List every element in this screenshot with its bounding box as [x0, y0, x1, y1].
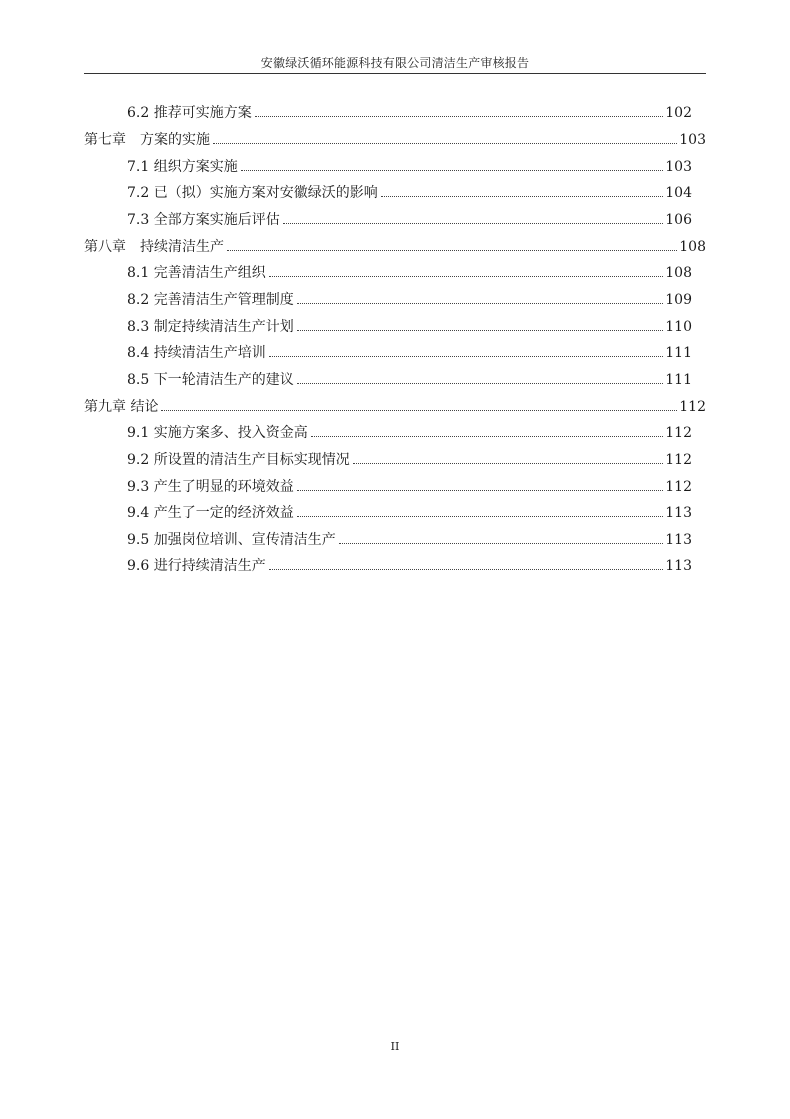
toc-entry-page: 112	[665, 452, 692, 468]
toc-entry-page: 112	[665, 479, 692, 495]
toc-entry[interactable]	[127, 504, 692, 522]
toc-entry-label: 8.3 制定持续清洁生产计划	[127, 319, 294, 335]
toc-entry[interactable]	[127, 211, 692, 229]
toc-dot-leader	[297, 303, 664, 304]
toc-entry[interactable]	[127, 344, 692, 362]
toc-entry-label: 8.2 完善清洁生产管理制度	[127, 292, 294, 308]
toc-entry-page: 111	[665, 372, 692, 388]
toc-entry-page: 106	[665, 212, 692, 228]
toc-chapter-entry[interactable]	[84, 238, 706, 256]
page-number: II	[390, 1040, 400, 1053]
toc-dot-leader	[227, 250, 677, 251]
toc-entry-label: 9.1 实施方案多、投入资金高	[127, 425, 308, 441]
toc-entry[interactable]	[127, 424, 692, 442]
toc-entry-label: 9.3 产生了明显的环境效益	[127, 479, 294, 495]
toc-entry-label: 7.1 组织方案实施	[127, 159, 238, 175]
toc-dot-leader	[283, 223, 664, 224]
toc-entry-label: 9.4 产生了一定的经济效益	[127, 505, 294, 521]
toc-entry-page: 113	[665, 532, 692, 548]
toc-dot-leader	[241, 170, 664, 171]
toc-entry-label: 9.5 加强岗位培训、宣传清洁生产	[127, 532, 336, 548]
toc-entry[interactable]	[127, 371, 692, 389]
toc-entry-page: 113	[665, 558, 692, 574]
toc-chapter-entry[interactable]	[84, 131, 706, 149]
header-rule	[84, 73, 706, 74]
toc-dot-leader	[213, 143, 677, 144]
toc-entry-label: 第九章 结论	[84, 399, 159, 415]
toc-dot-leader	[297, 490, 664, 491]
toc-chapter-entry[interactable]	[84, 398, 706, 416]
toc-entry[interactable]	[127, 451, 692, 469]
toc-entry[interactable]	[127, 531, 692, 549]
toc-entry[interactable]	[127, 478, 692, 496]
toc-dot-leader	[161, 410, 677, 411]
toc-entry-page: 112	[679, 399, 706, 415]
toc-dot-leader	[297, 383, 664, 384]
toc-entry-label: 9.2 所设置的清洁生产目标实现情况	[127, 452, 350, 468]
toc-dot-leader	[269, 356, 664, 357]
toc-entry-page: 108	[679, 239, 706, 255]
toc-dot-leader	[297, 330, 664, 331]
toc-entry[interactable]	[127, 104, 692, 122]
page-header-title: 安徽绿沃循环能源科技有限公司清洁生产审核报告	[260, 56, 530, 70]
toc-dot-leader	[269, 569, 664, 570]
toc-dot-leader	[339, 543, 664, 544]
toc-dot-leader	[297, 516, 664, 517]
toc-dot-leader	[311, 436, 664, 437]
toc-dot-leader	[353, 463, 664, 464]
toc-dot-leader	[255, 116, 664, 117]
toc-entry-page: 103	[665, 159, 692, 175]
toc-entry-label: 9.6 进行持续清洁生产	[127, 558, 266, 574]
toc-entry-page: 108	[665, 265, 692, 281]
toc-entry-page: 103	[679, 132, 706, 148]
toc-entry[interactable]	[127, 264, 692, 282]
toc-entry[interactable]	[127, 184, 692, 202]
toc-entry-label: 7.2 已（拟）实施方案对安徽绿沃的影响	[127, 185, 378, 201]
toc-entry-label: 第八章 持续清洁生产	[84, 239, 224, 255]
toc-entry[interactable]	[127, 318, 692, 336]
toc-entry-page: 111	[665, 345, 692, 361]
toc-entry-page: 110	[665, 319, 692, 335]
toc-entry[interactable]	[127, 291, 692, 309]
toc-dot-leader	[269, 276, 664, 277]
toc-entry-label: 6.2 推荐可实施方案	[127, 105, 252, 121]
toc-entry[interactable]	[127, 158, 692, 176]
toc-entry-page: 113	[665, 505, 692, 521]
toc-entry-page: 112	[665, 425, 692, 441]
toc-entry-label: 第七章 方案的实施	[84, 132, 210, 148]
toc-entry-page: 109	[665, 292, 692, 308]
toc-entry-label: 8.1 完善清洁生产组织	[127, 265, 266, 281]
toc-entry-page: 104	[665, 185, 692, 201]
toc-entry[interactable]	[127, 557, 692, 575]
toc-entry-page: 102	[665, 105, 692, 121]
toc-entry-label: 8.5 下一轮清洁生产的建议	[127, 372, 294, 388]
toc-dot-leader	[381, 196, 664, 197]
toc-entry-label: 8.4 持续清洁生产培训	[127, 345, 266, 361]
toc-entry-label: 7.3 全部方案实施后评估	[127, 212, 280, 228]
